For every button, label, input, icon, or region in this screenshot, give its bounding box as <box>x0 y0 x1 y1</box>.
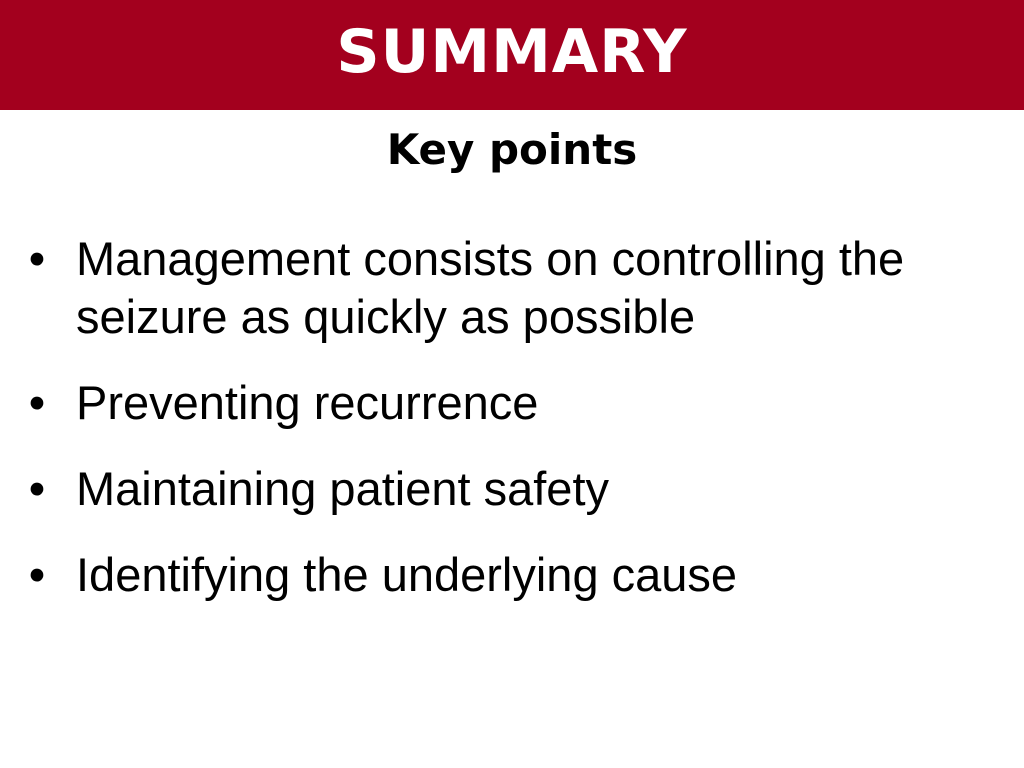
bullet-item <box>22 546 1002 604</box>
bullet-marker: • <box>28 232 46 285</box>
bullet-item <box>22 374 1002 432</box>
slide-title: SUMMARY <box>336 17 688 87</box>
title-bar <box>0 0 1024 110</box>
bullet-item <box>22 230 1002 346</box>
bullet-item <box>22 460 1002 518</box>
bullet-marker: • <box>28 462 46 515</box>
bullet-list <box>22 230 1002 632</box>
bullet-text: Preventing recurrence <box>76 376 539 429</box>
bullet-text: Identifying the underlying cause <box>76 548 738 601</box>
bullet-text: Maintaining patient safety <box>76 462 609 515</box>
bullet-marker: • <box>28 376 46 429</box>
slide-subtitle: Key points <box>386 125 638 174</box>
bullet-text: Management consists on controlling the seizure as quickly as possible <box>76 232 905 343</box>
bullet-marker: • <box>28 548 46 601</box>
